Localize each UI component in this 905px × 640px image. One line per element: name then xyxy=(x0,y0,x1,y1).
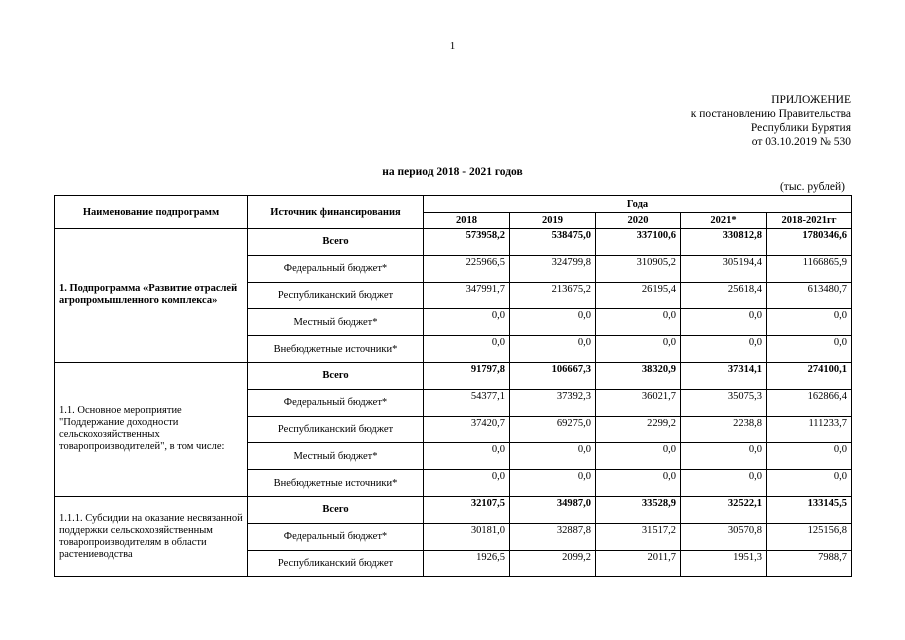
amount-cell: 324799,8 xyxy=(510,255,596,282)
funding-source: Местный бюджет* xyxy=(248,309,424,336)
funding-source: Всего xyxy=(248,362,424,389)
amount-cell: 32107,5 xyxy=(424,496,510,523)
amount-cell: 2011,7 xyxy=(596,550,681,577)
amount-cell: 125156,8 xyxy=(767,523,852,550)
amount-cell: 0,0 xyxy=(424,443,510,470)
amount-cell: 54377,1 xyxy=(424,389,510,416)
amount-cell: 111233,7 xyxy=(767,416,852,443)
amount-cell: 32522,1 xyxy=(681,496,767,523)
header-subprogram: Наименование подпрограмм xyxy=(55,196,248,229)
amount-cell: 133145,5 xyxy=(767,496,852,523)
amount-cell: 1780346,6 xyxy=(767,229,852,256)
amount-cell: 30570,8 xyxy=(681,523,767,550)
amount-cell: 25618,4 xyxy=(681,282,767,309)
funding-source: Федеральный бюджет* xyxy=(248,255,424,282)
funding-source: Внебюджетные источники* xyxy=(248,336,424,363)
appendix-block xyxy=(691,93,851,149)
amount-cell: 1166865,9 xyxy=(767,255,852,282)
funding-source: Республиканский бюджет xyxy=(248,550,424,577)
amount-cell: 0,0 xyxy=(510,443,596,470)
amount-cell: 0,0 xyxy=(767,309,852,336)
amount-cell: 7988,7 xyxy=(767,550,852,577)
amount-cell: 0,0 xyxy=(510,336,596,363)
amount-cell: 91797,8 xyxy=(424,362,510,389)
amount-cell: 1951,3 xyxy=(681,550,767,577)
amount-cell: 2299,2 xyxy=(596,416,681,443)
amount-cell: 0,0 xyxy=(424,309,510,336)
amount-cell: 225966,5 xyxy=(424,255,510,282)
amount-cell: 35075,3 xyxy=(681,389,767,416)
amount-cell: 0,0 xyxy=(681,470,767,497)
amount-cell: 0,0 xyxy=(767,443,852,470)
period-title: на период 2018 - 2021 годов xyxy=(382,166,523,178)
table-row xyxy=(55,362,852,389)
funding-source: Внебюджетные источники* xyxy=(248,470,424,497)
amount-cell: 330812,8 xyxy=(681,229,767,256)
table-row xyxy=(55,496,852,523)
amount-cell: 0,0 xyxy=(767,336,852,363)
amount-cell: 0,0 xyxy=(510,470,596,497)
amount-cell: 34987,0 xyxy=(510,496,596,523)
amount-cell: 31517,2 xyxy=(596,523,681,550)
amount-cell: 0,0 xyxy=(681,443,767,470)
amount-cell: 1926,5 xyxy=(424,550,510,577)
amount-cell: 2238,8 xyxy=(681,416,767,443)
amount-cell: 38320,9 xyxy=(596,362,681,389)
amount-cell: 69275,0 xyxy=(510,416,596,443)
amount-cell: 37314,1 xyxy=(681,362,767,389)
header-2021: 2021* xyxy=(681,213,767,229)
amount-cell: 310905,2 xyxy=(596,255,681,282)
funding-source: Республиканский бюджет xyxy=(248,416,424,443)
header-2020: 2020 xyxy=(596,213,681,229)
amount-cell: 37420,7 xyxy=(424,416,510,443)
header-years: Года xyxy=(424,196,852,213)
funding-table xyxy=(54,195,852,577)
subprogram-name: 1.1. Основное мероприятие "Поддержание доходности сельскохозяйственных товаропроизводителей", в том числе: xyxy=(55,362,248,496)
amount-cell: 337100,6 xyxy=(596,229,681,256)
funding-source: Федеральный бюджет* xyxy=(248,523,424,550)
funding-source: Федеральный бюджет* xyxy=(248,389,424,416)
funding-source: Местный бюджет* xyxy=(248,443,424,470)
amount-cell: 0,0 xyxy=(596,443,681,470)
funding-source: Всего xyxy=(248,496,424,523)
amount-cell: 26195,4 xyxy=(596,282,681,309)
amount-cell: 0,0 xyxy=(767,470,852,497)
page-number: 1 xyxy=(449,40,456,52)
subprogram-name: 1.1.1. Субсидии на оказание несвязанной поддержки сельскохозяйственным товаропроизводителям в области растениеводства xyxy=(55,496,248,576)
amount-cell: 0,0 xyxy=(596,470,681,497)
amount-cell: 0,0 xyxy=(596,309,681,336)
amount-cell: 613480,7 xyxy=(767,282,852,309)
appendix-line-4: от 03.10.2019 № 530 xyxy=(751,136,851,148)
amount-cell: 0,0 xyxy=(424,470,510,497)
units-label: (тыс. рублей) xyxy=(779,181,845,193)
amount-cell: 2099,2 xyxy=(510,550,596,577)
amount-cell: 573958,2 xyxy=(424,229,510,256)
header-source: Источник финансирования xyxy=(248,196,424,229)
amount-cell: 33528,9 xyxy=(596,496,681,523)
amount-cell: 30181,0 xyxy=(424,523,510,550)
subprogram-name: 1. Подпрограмма «Развитие отраслей агропромышленного комплекса» xyxy=(55,229,248,363)
funding-source: Всего xyxy=(248,229,424,256)
amount-cell: 32887,8 xyxy=(510,523,596,550)
appendix-line-3: Республики Бурятия xyxy=(750,122,851,134)
appendix-line-1: ПРИЛОЖЕНИЕ xyxy=(771,94,851,106)
amount-cell: 0,0 xyxy=(596,336,681,363)
header-total: 2018-2021гг xyxy=(767,213,852,229)
amount-cell: 213675,2 xyxy=(510,282,596,309)
amount-cell: 347991,7 xyxy=(424,282,510,309)
amount-cell: 106667,3 xyxy=(510,362,596,389)
amount-cell: 0,0 xyxy=(424,336,510,363)
header-2018: 2018 xyxy=(424,213,510,229)
funding-source: Республиканский бюджет xyxy=(248,282,424,309)
amount-cell: 37392,3 xyxy=(510,389,596,416)
amount-cell: 0,0 xyxy=(681,309,767,336)
amount-cell: 36021,7 xyxy=(596,389,681,416)
amount-cell: 305194,4 xyxy=(681,255,767,282)
amount-cell: 274100,1 xyxy=(767,362,852,389)
header-2019: 2019 xyxy=(510,213,596,229)
amount-cell: 0,0 xyxy=(510,309,596,336)
amount-cell: 0,0 xyxy=(681,336,767,363)
amount-cell: 162866,4 xyxy=(767,389,852,416)
amount-cell: 538475,0 xyxy=(510,229,596,256)
table-body xyxy=(55,229,852,577)
table-row xyxy=(55,229,852,256)
appendix-line-2: к постановлению Правительства xyxy=(690,108,851,120)
